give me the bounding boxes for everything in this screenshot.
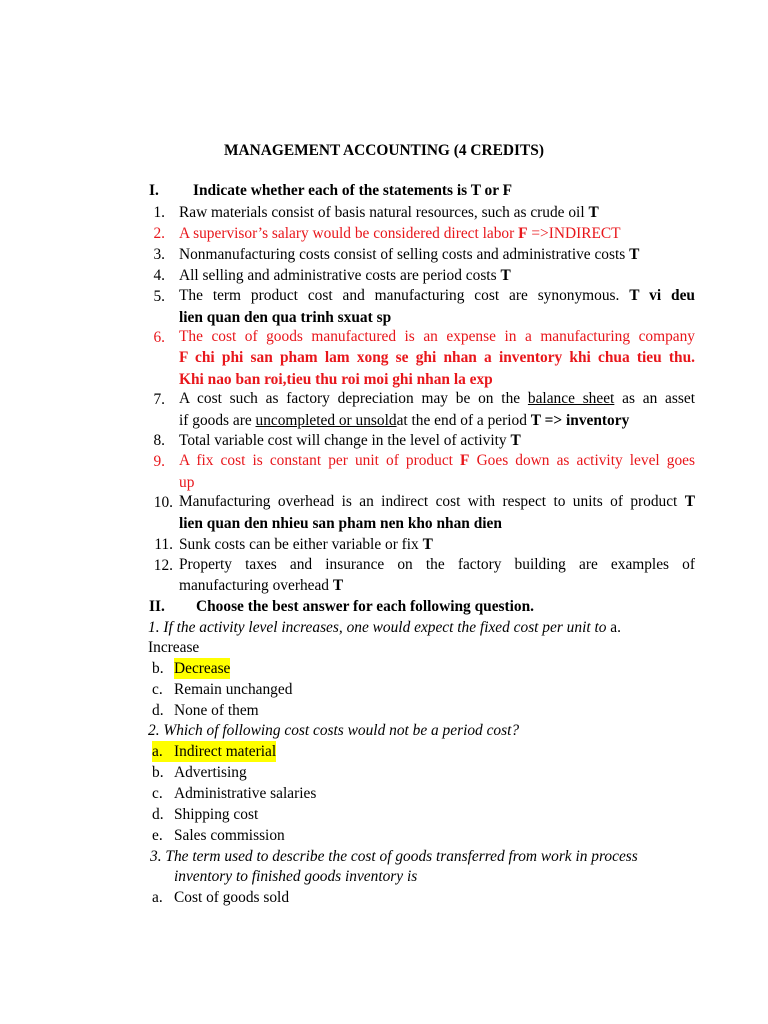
option-text: Cost of goods sold — [174, 889, 290, 906]
option-letter: d. — [152, 806, 164, 823]
item-text: Total variable cost will change in the level of activity — [179, 432, 507, 449]
option-letter: a. — [152, 741, 174, 762]
item-note: Goes down as activity level goes — [476, 452, 695, 469]
item-number: 2. — [153, 225, 165, 242]
item-number: 10. — [153, 494, 173, 511]
option-letter: d. — [152, 702, 164, 719]
item-number: 4. — [153, 267, 165, 284]
item-continuation: up — [179, 474, 195, 491]
item-answer: T — [684, 493, 695, 510]
item-number: 6. — [153, 329, 165, 346]
item-number: 3. — [153, 246, 165, 263]
item-answer: T — [629, 246, 640, 263]
section-heading: Indicate whether each of the statements is T or F — [193, 182, 513, 199]
item-continuation: Khi nao ban roi,tieu thu roi moi ghi nhan la exp — [179, 371, 493, 388]
option-text: Shipping cost — [174, 806, 259, 823]
item-number: 1. — [153, 204, 165, 221]
question-text: 1. If the activity level increases, one would expect the fixed cost per unit to — [148, 619, 607, 636]
item-number: 5. — [153, 288, 165, 305]
item-note: =>INDIRECT — [531, 225, 621, 242]
option-text: Decrease — [174, 660, 231, 677]
item-answer: T vi deu — [629, 287, 695, 304]
option-text: Remain unchanged — [174, 681, 293, 698]
item-text: Property taxes and insurance on the factory building are examples of — [179, 556, 695, 573]
item-text: A fix cost is constant per unit of product — [179, 452, 453, 469]
item-text: The term product cost and manufacturing cost are synonymous. — [179, 287, 620, 304]
item-text: Sunk costs can be either variable or fix — [179, 536, 419, 553]
item-continuation-row — [179, 410, 629, 431]
item-text: A supervisor’s salary would be considered direct labor — [179, 225, 515, 242]
item-text: The cost of goods manufactured is an expense in a manufacturing company — [179, 328, 695, 345]
option-letter: e. — [152, 827, 163, 844]
item-continuation: F chi phi san pham lam xong se ghi nhan a inventory khi chua tieu thu. — [179, 349, 695, 366]
item-answer: F — [518, 225, 528, 242]
item-text: as an asset — [622, 390, 695, 407]
item-answer: T => inventory — [530, 412, 630, 429]
item-text: Nonmanufacturing costs consist of selling costs and administrative costs — [179, 246, 626, 263]
item-number: 8. — [153, 432, 165, 449]
item-text: manufacturing overhead — [179, 577, 329, 594]
question-3: 3. The term used to describe the cost of goods transferred from work in process — [150, 848, 638, 865]
option-letter: a. — [152, 889, 163, 906]
option-letter: c. — [152, 785, 163, 802]
page-title: MANAGEMENT ACCOUNTING (4 CREDITS) — [224, 142, 544, 159]
item-answer: T — [422, 536, 433, 553]
item-answer: T — [588, 204, 599, 221]
option-text: None of them — [174, 702, 259, 719]
item-text: All selling and administrative costs are period costs — [179, 267, 497, 284]
option-text: Increase — [148, 639, 200, 656]
option-letter: c. — [152, 681, 163, 698]
item-text: if goods are — [179, 412, 252, 429]
option-letter: b. — [152, 764, 164, 781]
item-text: Manufacturing overhead is an indirect cost with respect to units of product — [179, 493, 678, 510]
item-answer: T — [332, 577, 344, 594]
item-continuation-row — [179, 575, 343, 596]
section-heading: Choose the best answer for each following question. — [196, 598, 535, 615]
question-3-continuation: inventory to finished goods inventory is — [174, 868, 418, 885]
option-letter: b. — [152, 660, 164, 677]
option-text: Sales commission — [174, 827, 285, 844]
item-text: Raw materials consist of basis natural resources, such as crude oil — [179, 204, 585, 221]
item-continuation: lien quan den qua trinh sxuat sp — [179, 309, 392, 326]
question-2: 2. Which of following cost costs would not be a period cost? — [148, 722, 520, 739]
item-underlined-text: balance sheet — [527, 390, 615, 407]
item-continuation: lien quan den nhieu san pham nen kho nhan dien — [179, 515, 502, 532]
question-1 — [148, 617, 621, 638]
item-underlined-text: uncompleted or unsold — [255, 412, 397, 429]
item-text: at the end of a period — [396, 412, 527, 429]
option-letter: a. — [610, 619, 621, 636]
option-text: Advertising — [174, 764, 247, 781]
item-number: 7. — [153, 391, 165, 408]
item-text: A cost such as factory depreciation may be on the — [179, 390, 521, 407]
item-answer: T — [500, 267, 511, 284]
section-number: I. — [149, 182, 159, 199]
section-number: II. — [149, 598, 165, 615]
item-number: 12. — [153, 557, 173, 574]
option-text: Indirect material — [174, 743, 277, 760]
item-answer: F — [460, 452, 470, 469]
option-text: Administrative salaries — [174, 785, 317, 802]
item-number: 11. — [154, 536, 173, 553]
item-number: 9. — [153, 453, 165, 470]
item-answer: T — [510, 432, 521, 449]
